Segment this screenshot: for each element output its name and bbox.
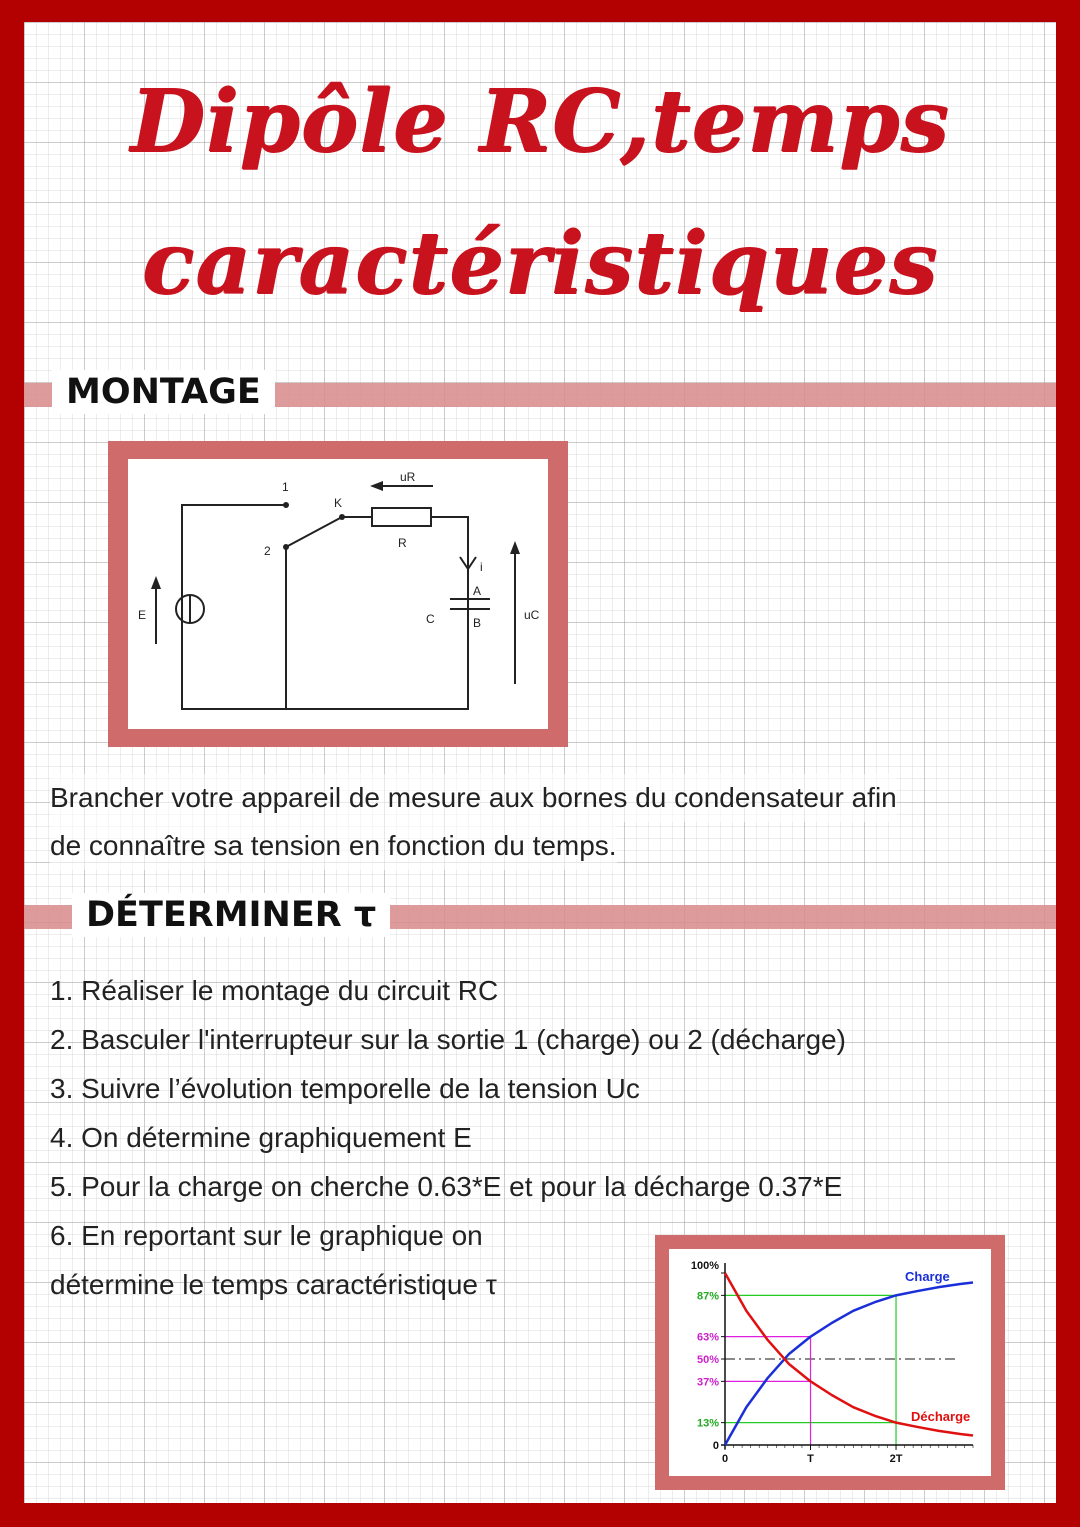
y-tick-label: 100% [690, 1260, 719, 1272]
y-tick-label: 50% [696, 1354, 719, 1366]
step-6-continued: détermine le temps caractéristique τ [50, 1269, 497, 1300]
y-tick-label: 37% [696, 1376, 719, 1389]
label-plate-b: B [473, 616, 482, 630]
circuit-diagram-frame [108, 441, 568, 747]
label-switch-pos2: 2 [264, 544, 271, 558]
montage-instruction-line1: Brancher votre appareil de mesure aux bornes du condensateur afin [50, 774, 897, 822]
label-source: E [138, 608, 147, 622]
montage-instruction-line2: de connaître sa tension en fonction du temps. [50, 822, 617, 870]
rc-charge-discharge-chart [669, 1249, 991, 1476]
y-tick-label: 13% [696, 1417, 719, 1430]
legend-charge: Charge [905, 1269, 950, 1284]
legend-discharge: Décharge [911, 1409, 971, 1424]
label-plate-a: A [473, 584, 482, 598]
label-switch-k: K [334, 496, 343, 510]
label-capacitor: C [426, 612, 435, 626]
step-5: 5. Pour la charge on cherche 0.63*E et pour la décharge 0.37*E [50, 1171, 843, 1202]
step-1: 1. Réaliser le montage du circuit RC [50, 975, 499, 1006]
page-title-line2: caractéristiques [141, 213, 939, 314]
step-4: 4. On détermine graphiquement E [50, 1122, 472, 1153]
determiner-heading: DÉTERMINER τ [72, 893, 390, 937]
y-tick-label: 87% [696, 1290, 719, 1303]
label-capacitor-voltage: uC [524, 608, 540, 622]
step-6: 6. En reportant sur le graphique on [50, 1220, 483, 1251]
step-2: 2. Basculer l'interrupteur sur la sortie 1 (charge) ou 2 (décharge) [50, 1024, 846, 1055]
label-current: i [480, 560, 483, 574]
x-tick-label: 2T [889, 1453, 903, 1465]
rc-chart-frame [655, 1235, 1005, 1490]
y-tick-label: 63% [696, 1331, 719, 1344]
label-resistor-voltage: uR [400, 470, 416, 484]
page-title-line1: Dipôle RC,temps [130, 71, 950, 172]
rc-circuit-diagram [128, 459, 548, 729]
step-3: 3. Suivre l’évolution temporelle de la tension Uc [50, 1073, 640, 1104]
x-tick-label: 0 [721, 1453, 729, 1465]
y-tick-label: 0 [712, 1440, 719, 1452]
label-resistor: R [398, 536, 407, 550]
label-switch-pos1: 1 [282, 480, 289, 494]
x-tick-label: T [807, 1453, 814, 1465]
montage-heading: MONTAGE [52, 370, 275, 414]
